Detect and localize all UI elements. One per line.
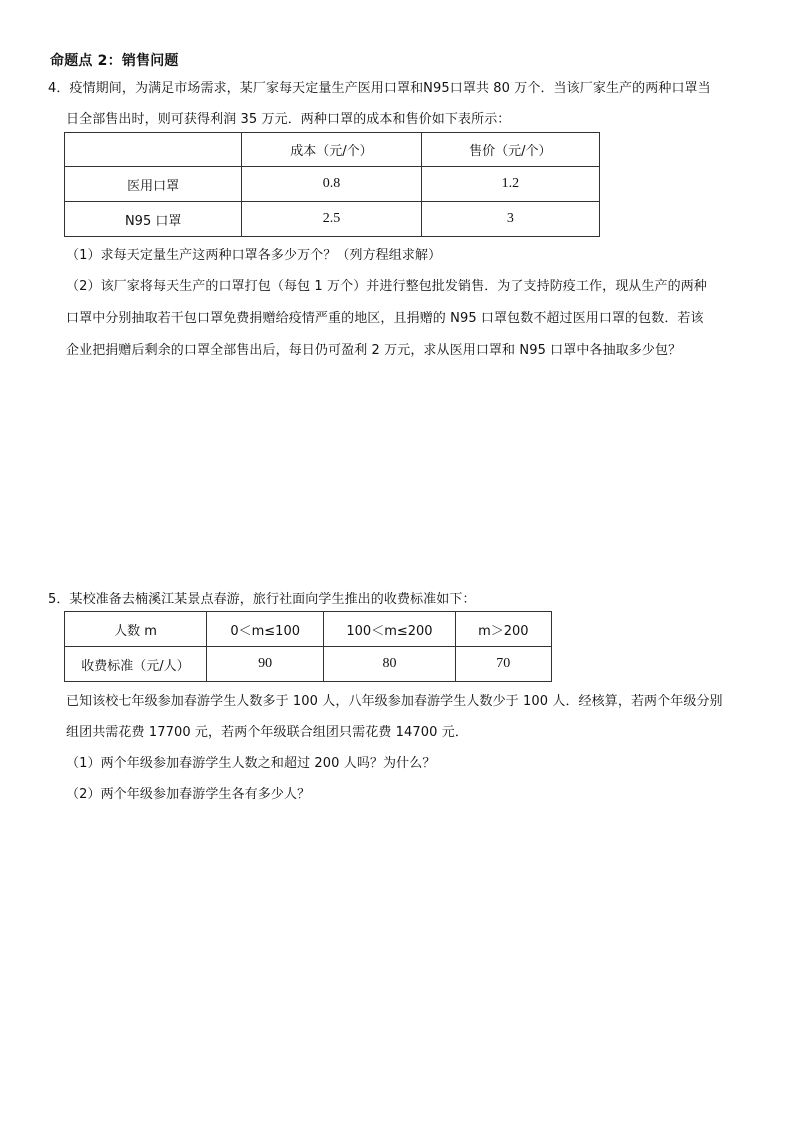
q4-row-n95-cost: 2.5 [242,202,421,237]
q5-fee-table [64,611,552,682]
q5-fee-label: 收费标准（元/人） [65,647,207,682]
q4-sub-question-1: （1）求每天定量生产这两种口罩各多少万个？（列方程组求解） [66,248,442,263]
q4-row-medical-price: 1.2 [421,167,599,202]
q4-stem-line-1: 4．疫情期间，为满足市场需求，某厂家每天定量生产医用口罩和N95口罩共 80 万个．当该厂家生产的两种口罩当 [48,81,711,96]
q4-row-n95-label: N95 口罩 [65,202,242,237]
table-row [65,167,600,202]
q5-fee-90: 90 [206,647,323,682]
q5-header-range-1: 0＜m≤100 [206,612,323,647]
table-row [65,202,600,237]
section-heading: 命题点 2：销售问题 [50,53,179,69]
q5-sub-question-1: （1）两个年级参加春游学生人数之和超过 200 人吗？为什么？ [66,756,436,771]
q5-sub-question-2: （2）两个年级参加春游学生各有多少人？ [66,787,311,802]
q5-stem-line-1: 5．某校准备去楠溪江某景点春游，旅行社面向学生推出的收费标准如下： [48,592,476,607]
q5-header-range-2: 100＜m≤200 [324,612,455,647]
q5-stem-line-3: 组团共需花费 17700 元，若两个年级联合组团只需花费 14700 元． [66,725,468,740]
q5-fee-70: 70 [455,647,551,682]
q4-price-table [64,132,600,237]
q4-row-medical-cost: 0.8 [242,167,421,202]
q5-header-count: 人数 m [65,612,207,647]
q4-row-medical-label: 医用口罩 [65,167,242,202]
q4-stem-line-2: 日全部售出时，则可获得利润 35 万元．两种口罩的成本和售价如下表所示： [66,112,511,127]
q4-sub-question-2-line-3: 企业把捐赠后剩余的口罩全部售出后，每日仍可盈利 2 万元，求从医用口罩和 N95 口罩中各抽取多少包？ [66,343,682,358]
table-row [65,647,552,682]
q5-fee-80: 80 [324,647,455,682]
q4-table-header-cost: 成本（元/个） [242,133,421,167]
q4-sub-question-2-line-2: 口罩中分别抽取若干包口罩免费捐赠给疫情严重的地区，且捐赠的 N95 口罩包数不超过医用口罩的包数．若该 [66,311,704,326]
q4-table-header-empty [65,133,242,167]
q4-table-header-price: 售价（元/个） [421,133,599,167]
q4-row-n95-price: 3 [421,202,599,237]
q4-sub-question-2-line-1: （2）该厂家将每天生产的口罩打包（每包 1 万个）并进行整包批发销售．为了支持防疫工作，现从生产的两种 [66,279,707,294]
q5-header-range-3: m＞200 [455,612,551,647]
q5-stem-line-2: 已知该校七年级参加春游学生人数多于 100 人，八年级参加春游学生人数少于 100 人．经核算，若两个年级分别 [66,694,723,709]
